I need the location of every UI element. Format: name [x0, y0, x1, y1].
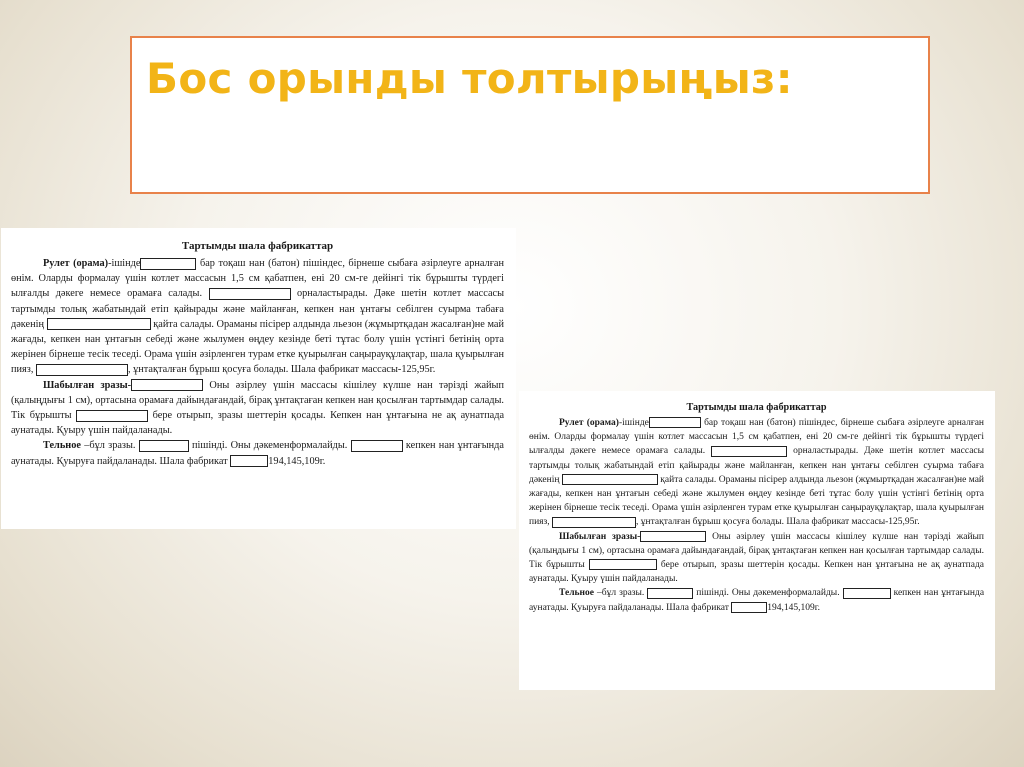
blank-field[interactable] [76, 410, 148, 422]
text: пішінді. Оны дәкеменформалайды. [192, 440, 348, 452]
blank-field[interactable] [711, 446, 787, 457]
slide-title: Бос орынды толтырыңыз: [146, 54, 793, 103]
text: 194,145,109г. [268, 455, 326, 467]
worksheet-heading: Тартымды шала фабрикаттар [181, 240, 334, 252]
text: –бұл зразы. [597, 588, 645, 599]
text: -ішінде [618, 418, 649, 428]
term-telnoe: Тельное [559, 588, 594, 599]
worksheet-right [519, 391, 995, 690]
blank-field[interactable] [209, 288, 291, 300]
text: орналастырады. Дәке шетін котлет массасы тартымды толық жабатындай етіп қайырады және майланған, кепкен нан ұнтағы себілген суырма табаға дәкенің [529, 446, 985, 485]
text: қайта салады. Ораманы пісірер алдында льезон (жұмыртқадан жасалған)не май жағады, кепкен нан ұнтағын себеді және жылумен өңдеу кезінде беті тұтас болу үшін үстінгі бетінің орта жерінен бірнеше тесік теседі. Орама үшін әзірленген турам етке қуырылған саңырауқұлақтар, шала қуырылған пияз, [529, 474, 984, 528]
text: , ұнтақталған бұрыш қосуға болады. Шала фабрикат массасы-125,95г. [127, 364, 436, 376]
blank-field[interactable] [36, 364, 128, 376]
text: бере отырып, зразы шеттерін қосады. Кепкен нан ұнтағына не ақ аунатпада аунатады. Қуыру үшін пайдаланады. [529, 560, 984, 585]
text: бере отырып, зразы шеттерін қосады. Кепкен нан ұнтағына не ақ аунатпада аунатады. Қуыру үшін пайдаланады. [11, 410, 505, 437]
text: Оны әзірлеу үшін массасы кішілеу күлше нан тәрізді жайып (қалыңдығы 1 см), ортасына орамаға дайындағандай, бірақ ұнтақтаған кепкен нан қосылған тартымдар салады. Тік бұрышты [529, 531, 985, 571]
paragraph-zrazy [529, 530, 984, 587]
paragraph-telnoe [11, 438, 504, 468]
text: Оны әзірлеу үшін массасы кішілеу күлше нан тәрізді жайып (қалыңдығы 1 см), ортасына орамаға дайындағандай, бірақ ұнтақтаған кепкен нан қосылған тартымдар салады. Тік бұрышты [11, 379, 504, 422]
paragraph-rulet [529, 416, 984, 530]
text: -ішінде [108, 258, 141, 269]
blank-field[interactable] [649, 417, 701, 428]
text: пішінді. Оны дәкеменформалайды. [696, 588, 840, 599]
term-zrazy: Шабылған зразы- [43, 379, 132, 391]
text: бар тоқаш нан (батон) пішіндес, бірнеше сыбаға әзірлеуге арналған өнім. Оларды формалау үшін котлет массасын 1,5 см қабатпен, ені 20 см-ге дейінгі тік бұрышты түрдегі ылғалды дәкеге немесе орамаға салады. [529, 418, 985, 457]
blank-field[interactable] [731, 602, 767, 613]
worksheet-heading: Тартымды шала фабрикаттар [686, 402, 827, 413]
blank-field[interactable] [140, 258, 196, 270]
text: кепкен нан ұнтағында аунатады. Қуыруға пайдаланады. Шала фабрикат [11, 440, 504, 467]
blank-field[interactable] [351, 440, 403, 452]
blank-field[interactable] [139, 440, 189, 452]
text: –бұл зразы. [84, 440, 136, 452]
text: орналастырады. Дәке шетін котлет массасы тартымды толық жабатындай етіп қайырады және майланған, кепкен нан ұнтағы себілген суырма табаға дәкенің [11, 288, 504, 330]
paragraph-telnoe [529, 586, 984, 614]
blank-field[interactable] [640, 531, 706, 542]
blank-field[interactable] [230, 455, 268, 467]
blank-field[interactable] [562, 474, 658, 485]
term-rulet: Рулет (орама) [559, 418, 619, 428]
blank-field[interactable] [47, 318, 151, 330]
blank-field[interactable] [647, 588, 693, 599]
text: қайта салады. Ораманы пісірер алдында льезон (жұмыртқадан жасалған)не май жағады, кепкен нан ұнтағын себеді және жылумен өңдеу кезінде беті тұтас болу үшін үстінгі бетінің орта жерінен бірнеше тесік теседі. Орама үшін әзірленген турам етке қуырылған саңырауқұлақтар, шала қуырылған пияз, [11, 318, 505, 376]
text: кепкен нан ұнтағында аунатады. Қуыруға пайдаланады. Шала фабрикат [529, 588, 985, 613]
paragraph-rulet [11, 256, 504, 378]
paragraph-zrazy [11, 378, 504, 439]
text: бар тоқаш нан (батон) пішіндес, бірнеше сыбаға әзірлеуге арналған өнім. Оларды формалау үшін котлет массасын 1,5 см қабатпен, ені 20 см-ге дейінгі тік бұрышты түрдегі ылғалды дәкеге немесе орамаға салады. [11, 258, 504, 300]
blank-field[interactable] [131, 379, 203, 391]
blank-field[interactable] [843, 588, 891, 599]
worksheet-left [1, 228, 516, 529]
term-rulet: Рулет (орама) [43, 258, 109, 269]
term-zrazy: Шабылған зразы- [559, 531, 641, 542]
text: , ұнтақталған бұрыш қосуға болады. Шала фабрикат массасы-125,95г. [636, 517, 920, 528]
blank-field[interactable] [552, 517, 636, 528]
term-telnoe: Тельное [43, 440, 81, 452]
blank-field[interactable] [589, 559, 657, 570]
title-box [130, 36, 930, 194]
text: 194,145,109г. [767, 602, 820, 613]
